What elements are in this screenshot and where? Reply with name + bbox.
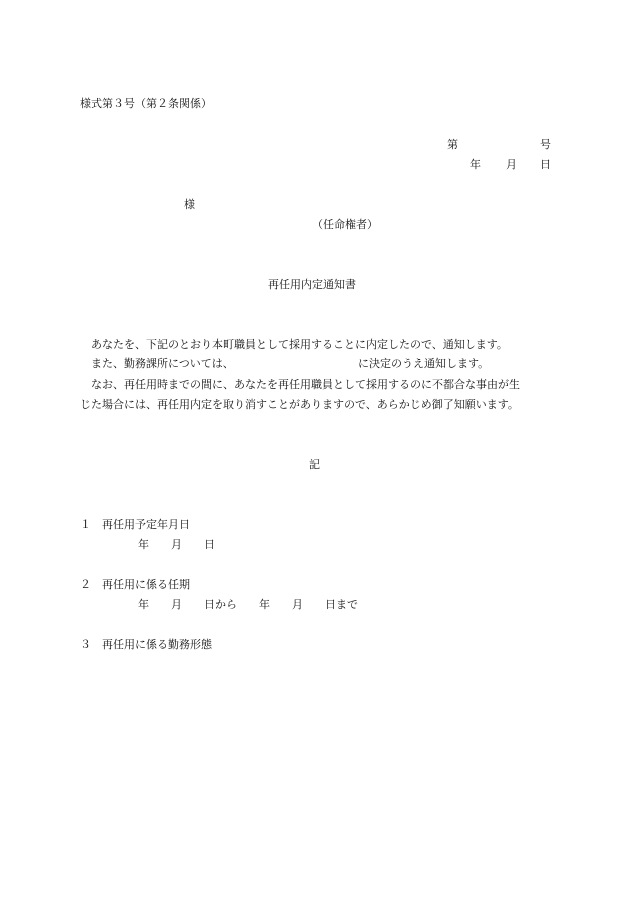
body-paragraph-3-line-1: なお、再任用時までの間に、あなたを再任用職員として採用するのに不都合な事由が生 [91, 378, 520, 391]
number-suffix: 号 [540, 138, 551, 151]
number-prefix: 第 [447, 138, 458, 151]
ki-heading: 記 [309, 458, 320, 471]
document-title: 再任用内定通知書 [268, 278, 356, 291]
date-month: 月 [506, 158, 517, 171]
item-1-number: １ [80, 518, 91, 531]
body-paragraph-3-line-2: じた場合には、再任用内定を取り消すことがありますので、あらかじめ御了知願います。 [80, 398, 519, 411]
body-paragraph-2-start: また、勤務課所については、 [91, 357, 234, 370]
item-3-number: ３ [80, 638, 91, 651]
date-day: 日 [540, 158, 551, 171]
date-year: 年 [470, 158, 481, 171]
issuer-label: （任命権者） [312, 218, 378, 231]
item-2-number: ２ [80, 578, 91, 591]
body-paragraph-2-end: に決定のうえ通知します。 [358, 357, 490, 370]
form-label: 様式第３号（第２条関係） [80, 97, 212, 110]
item-2-label: 再任用に係る任期 [102, 578, 190, 591]
item-2-detail: 年 月 日から 年 月 日まで [138, 598, 358, 611]
body-paragraph-1: あなたを、下記のとおり本町職員として採用することに内定したので、通知します。 [91, 338, 508, 351]
addressee-suffix: 様 [184, 198, 195, 211]
item-1-detail: 年 月 日 [138, 538, 215, 551]
item-3-label: 再任用に係る勤務形態 [102, 638, 212, 651]
item-1-label: 再任用予定年月日 [102, 518, 190, 531]
